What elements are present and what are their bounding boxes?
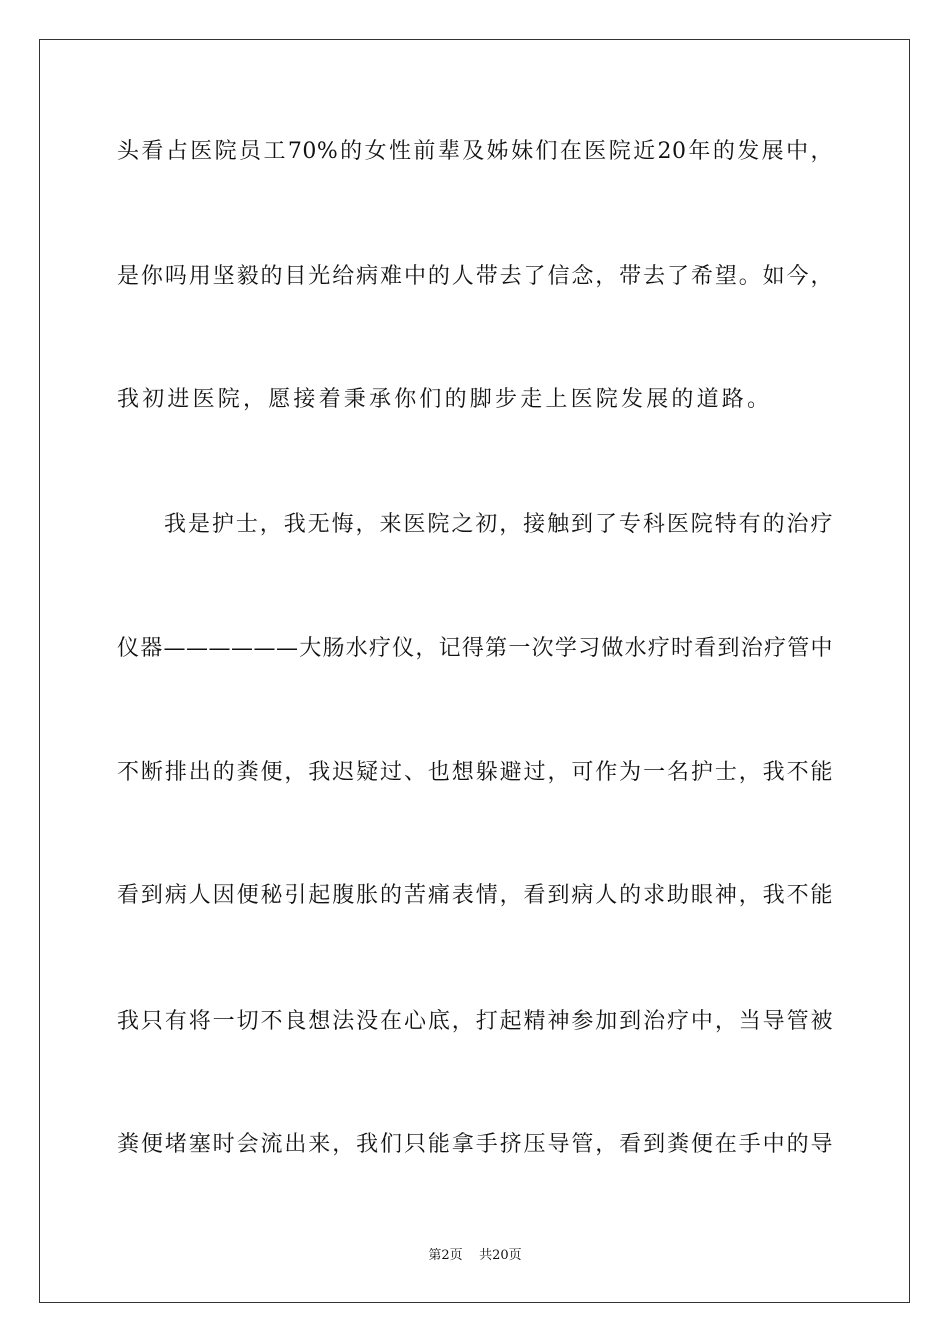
page-number: 第2页	[428, 1248, 463, 1263]
text-line-9: 粪便堵塞时会流出来，我们只能拿手挤压导管，看到粪便在手中的导	[117, 1132, 833, 1157]
text-line-7: 看到病人因便秘引起腹胀的苦痛表情，看到病人的求助眼神，我不能	[117, 883, 833, 908]
text-line-8: 我只有将一切不良想法没在心底，打起精神参加到治疗中，当导管被	[117, 1009, 833, 1034]
text-line-3: 我初进医院，愿接着秉承你们的脚步走上医院发展的道路。	[117, 387, 773, 412]
text-line-1: 头看占医院员工70%的女性前辈及姊妹们在医院近20年的发展中，	[117, 139, 833, 164]
page-border	[39, 39, 910, 1303]
page-footer	[0, 1248, 950, 1264]
text-line-5: 仪器——————大肠水疗仪，记得第一次学习做水疗时看到治疗管中	[117, 636, 833, 661]
page-total: 共20页	[479, 1248, 522, 1263]
text-line-2: 是你吗用坚毅的目光给病难中的人带去了信念，带去了希望。如今，	[117, 264, 833, 289]
text-line-4: 我是护士，我无悔，来医院之初，接触到了专科医院特有的治疗	[164, 512, 833, 537]
text-line-6: 不断排出的粪便，我迟疑过、也想躲避过，可作为一名护士，我不能	[117, 760, 833, 785]
